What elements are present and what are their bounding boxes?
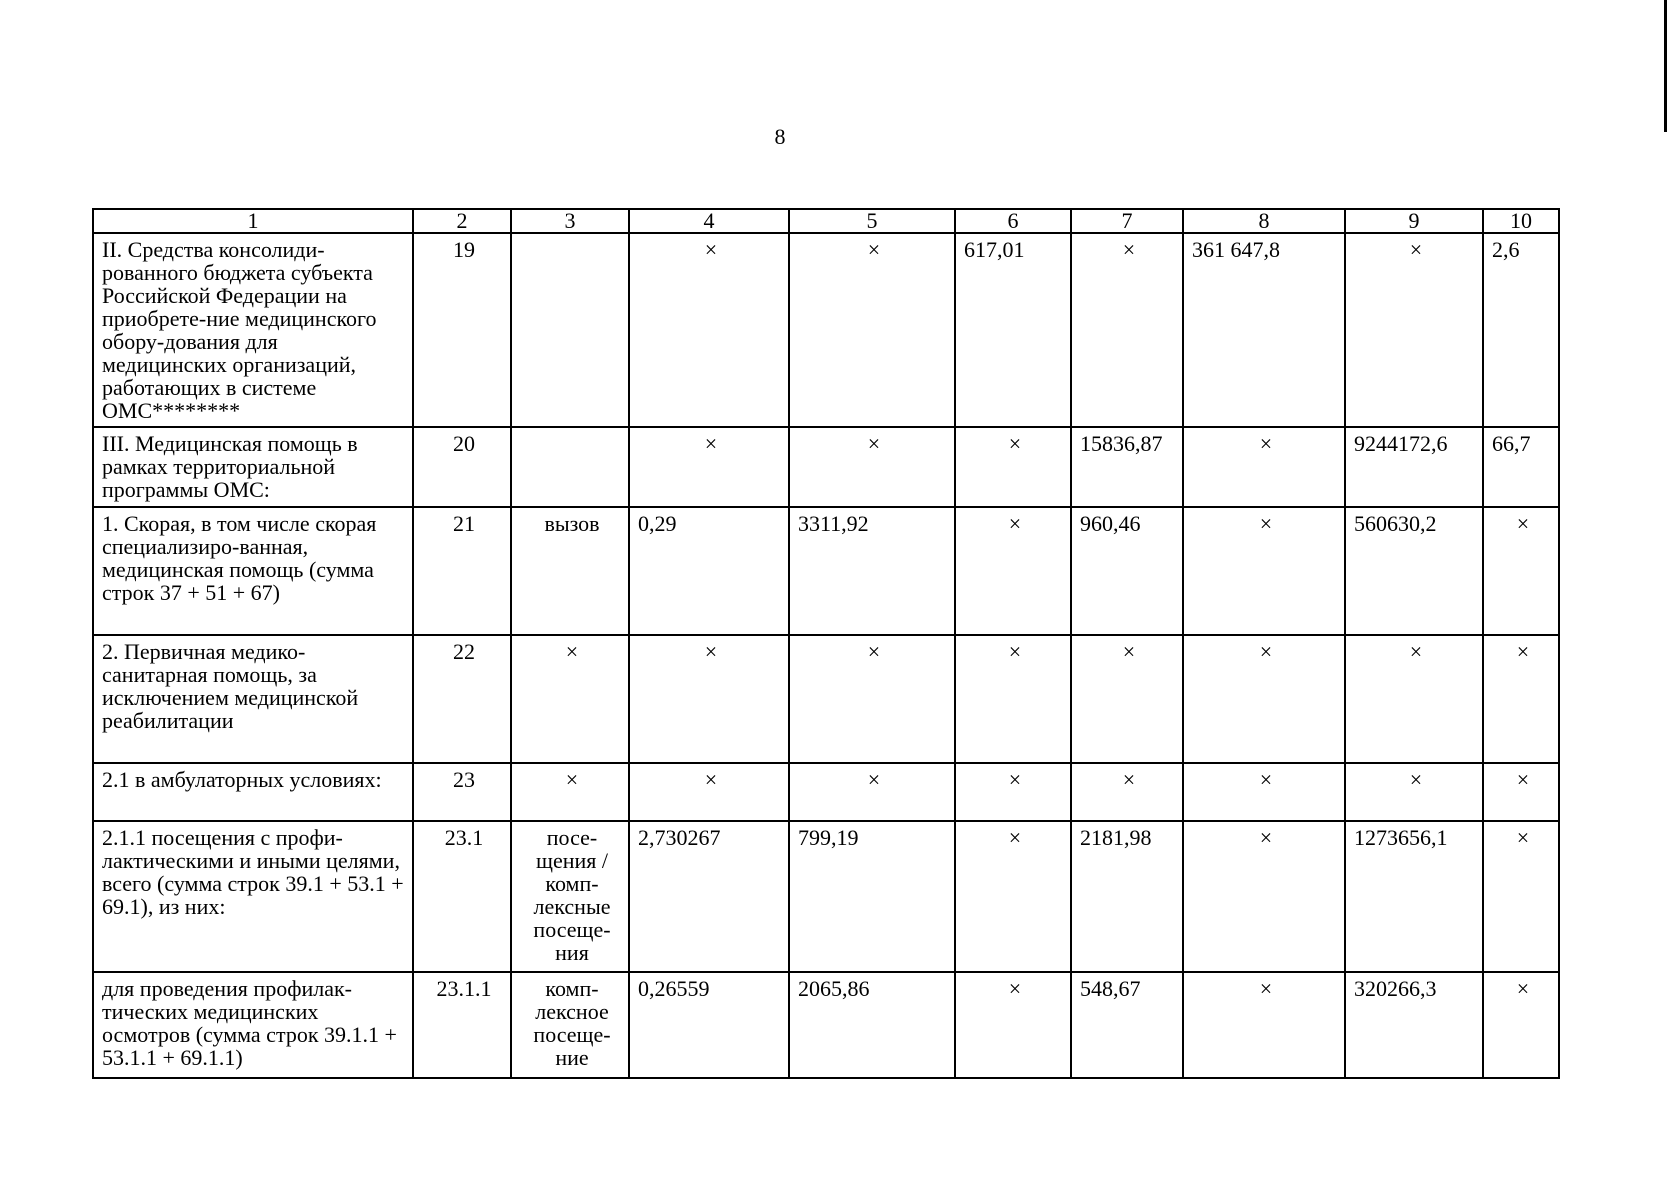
cell-col-4: 0,26559: [629, 972, 789, 1078]
row-line-number: 23.1.1: [413, 972, 511, 1078]
cell-col-8: ×: [1183, 507, 1345, 635]
cell-col-10: 2,6: [1483, 233, 1559, 427]
cell-col-4: ×: [629, 233, 789, 427]
cell-col-5: ×: [789, 635, 955, 763]
cell-col-7: 15836,87: [1071, 427, 1183, 507]
header-row: [93, 209, 1559, 233]
cell-col-7: ×: [1071, 763, 1183, 821]
table-row: [93, 635, 1559, 763]
cell-col-9: ×: [1345, 233, 1483, 427]
cell-col-7: 548,67: [1071, 972, 1183, 1078]
column-header: 3: [511, 209, 629, 233]
page-number: 8: [774, 124, 786, 149]
column-header: 4: [629, 209, 789, 233]
cell-col-10: ×: [1483, 821, 1559, 972]
column-header: 1: [93, 209, 413, 233]
cell-col-5: ×: [789, 763, 955, 821]
row-line-number: 23.1: [413, 821, 511, 972]
column-header: 6: [955, 209, 1071, 233]
cell-col-10: ×: [1483, 507, 1559, 635]
cell-col-7: ×: [1071, 233, 1183, 427]
row-line-number: 21: [413, 507, 511, 635]
row-name: 2.1.1 посещения с профи-лактическими и иными целями, всего (сумма строк 39.1 + 53.1 + 69.1), из них:: [93, 821, 413, 972]
cell-col-9: 560630,2: [1345, 507, 1483, 635]
cell-col-9: 320266,3: [1345, 972, 1483, 1078]
cell-col-10: 66,7: [1483, 427, 1559, 507]
cell-col-4: ×: [629, 427, 789, 507]
scan-edge-line: [1664, 0, 1667, 132]
cell-col-8: ×: [1183, 763, 1345, 821]
row-unit: [511, 233, 629, 427]
cell-col-4: ×: [629, 763, 789, 821]
cell-col-7: ×: [1071, 635, 1183, 763]
row-line-number: 23: [413, 763, 511, 821]
column-header: 10: [1483, 209, 1559, 233]
cell-col-10: ×: [1483, 763, 1559, 821]
row-unit: вызов: [511, 507, 629, 635]
cell-col-8: ×: [1183, 427, 1345, 507]
cell-col-8: 361 647,8: [1183, 233, 1345, 427]
row-line-number: 20: [413, 427, 511, 507]
table-row: [93, 233, 1559, 427]
cell-col-6: ×: [955, 427, 1071, 507]
row-name: III. Медицинская помощь в рамках территориальной программы ОМС:: [93, 427, 413, 507]
cell-col-4: 0,29: [629, 507, 789, 635]
cell-col-6: 617,01: [955, 233, 1071, 427]
row-line-number: 22: [413, 635, 511, 763]
cell-col-6: ×: [955, 507, 1071, 635]
cell-col-6: ×: [955, 763, 1071, 821]
cell-col-6: ×: [955, 821, 1071, 972]
row-unit: комп-лексное посеще-ние: [511, 972, 629, 1078]
cell-col-9: ×: [1345, 763, 1483, 821]
cell-col-5: ×: [789, 233, 955, 427]
cell-col-5: 799,19: [789, 821, 955, 972]
column-header: 8: [1183, 209, 1345, 233]
cell-col-10: ×: [1483, 635, 1559, 763]
row-name: для проведения профилак-тических медицинских осмотров (сумма строк 39.1.1 + 53.1.1 + 69.1.1): [93, 972, 413, 1078]
data-table: [92, 208, 1560, 1079]
cell-col-8: ×: [1183, 972, 1345, 1078]
table-row: [93, 821, 1559, 972]
table-row: [93, 427, 1559, 507]
row-unit: [511, 427, 629, 507]
cell-col-4: ×: [629, 635, 789, 763]
column-header: 2: [413, 209, 511, 233]
cell-col-9: ×: [1345, 635, 1483, 763]
cell-col-8: ×: [1183, 635, 1345, 763]
cell-col-5: ×: [789, 427, 955, 507]
column-header: 5: [789, 209, 955, 233]
cell-col-7: 960,46: [1071, 507, 1183, 635]
cell-col-5: 2065,86: [789, 972, 955, 1078]
row-line-number: 19: [413, 233, 511, 427]
row-name: 2.1 в амбулаторных условиях:: [93, 763, 413, 821]
cell-col-8: ×: [1183, 821, 1345, 972]
row-unit: посе-щения / комп-лексные посеще-ния: [511, 821, 629, 972]
cell-col-6: ×: [955, 635, 1071, 763]
cell-col-6: ×: [955, 972, 1071, 1078]
row-name: 2. Первичная медико-санитарная помощь, за исключением медицинской реабилитации: [93, 635, 413, 763]
table-row: [93, 763, 1559, 821]
table-row: [93, 507, 1559, 635]
row-name: 1. Скорая, в том числе скорая специализиро-ванная, медицинская помощь (сумма строк 37 + 51 + 67): [93, 507, 413, 635]
cell-col-5: 3311,92: [789, 507, 955, 635]
row-unit: ×: [511, 635, 629, 763]
column-header: 9: [1345, 209, 1483, 233]
cell-col-9: 1273656,1: [1345, 821, 1483, 972]
cell-col-7: 2181,98: [1071, 821, 1183, 972]
cell-col-4: 2,730267: [629, 821, 789, 972]
table-row: [93, 972, 1559, 1078]
cell-col-10: ×: [1483, 972, 1559, 1078]
cell-col-9: 9244172,6: [1345, 427, 1483, 507]
column-header: 7: [1071, 209, 1183, 233]
row-unit: ×: [511, 763, 629, 821]
row-name: II. Средства консолиди-рованного бюджета субъекта Российской Федерации на приобрете-ние медицинского обору-дования для медицинских организаций, работающих в системе ОМС********: [93, 233, 413, 427]
